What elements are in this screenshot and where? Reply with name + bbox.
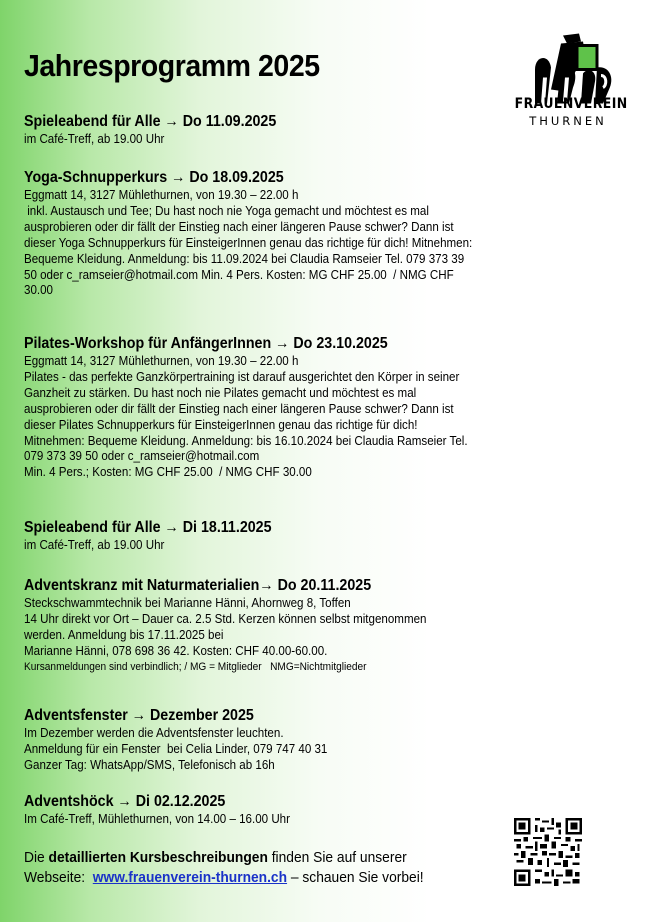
event-pilates bbox=[24, 334, 524, 481]
event-line: Marianne Hänni, 078 698 36 42. Kosten: CHF 40.00-60.00. bbox=[24, 643, 328, 658]
page-title: Jahresprogramm 2025 bbox=[24, 48, 320, 83]
event-line: ausprobieren oder dir fällt der Einstieg nach einer längeren Pause schwer? Dann ist bbox=[24, 401, 454, 416]
event-heading: Adventsfenster → Dezember 2025 bbox=[24, 707, 254, 724]
footer-post: finden Sie auf unserer bbox=[267, 849, 407, 866]
event-line: Ganzheit zu stärken. Du hast noch nie Pilates gemacht und möchtest es mal bbox=[24, 385, 417, 400]
event-line: Mitnehmen: Bequeme Kleidung. Anmeldung: bis 16.10.2024 bei Claudia Ramseier Tel. bbox=[24, 433, 468, 448]
footer-pre: Die bbox=[24, 849, 49, 866]
event-line: Im Dezember werden die Adventsfenster leuchten. bbox=[24, 726, 284, 740]
event-heading: Yoga-Schnupperkurs → Do 18.09.2025 bbox=[24, 169, 284, 186]
event-line: im Café-Treff, ab 19.00 Uhr bbox=[24, 538, 165, 552]
event-adventshoeck bbox=[24, 792, 524, 828]
event-line: werden. Anmeldung bis 17.11.2025 bei bbox=[24, 627, 224, 642]
website-link[interactable]: www.frauenverein-thurnen.ch bbox=[92, 869, 288, 886]
event-line: Ganzer Tag: WhatsApp/SMS, Telefonisch ab 16h bbox=[24, 757, 275, 772]
event-heading: Adventskranz mit Naturmaterialien→ Do 20.11.2025 bbox=[24, 577, 372, 594]
logo-subtitle: THURNEN bbox=[529, 114, 607, 128]
event-heading: Pilates-Workshop für AnfängerInnen → Do 23.10.2025 bbox=[24, 335, 388, 352]
footer-bold: detaillierten Kursbeschreibungen bbox=[48, 849, 268, 866]
event-adventsfenster bbox=[24, 706, 524, 774]
footer-line2-post: – schauen Sie vorbei! bbox=[287, 869, 424, 886]
event-spieleabend-2 bbox=[24, 518, 524, 554]
event-line: ausprobieren oder dir fällt der Einstieg nach einer längeren Pause schwer? Dann ist bbox=[24, 219, 454, 234]
event-line: im Café-Treff, ab 19.00 Uhr bbox=[24, 132, 165, 146]
event-line: Im Café-Treff, Mühlethurnen, von 14.00 – 16.00 Uhr bbox=[24, 812, 290, 826]
event-heading: Adventshöck → Di 02.12.2025 bbox=[24, 793, 226, 810]
event-line: Eggmatt 14, 3127 Mühlethurnen, von 19.30 – 22.00 h bbox=[24, 188, 299, 202]
event-line: Min. 4 Pers.; Kosten: MG CHF 25.00 / NMG CHF 30.00 bbox=[24, 465, 312, 480]
qr-code-icon[interactable] bbox=[514, 818, 582, 886]
event-line: dieser Yoga Schnupperkurs für EinsteigerInnen genau das richtige für dich! Mitnehmen: bbox=[24, 235, 473, 250]
event-line: Anmeldung für ein Fenster bei Celia Linder, 079 747 40 31 bbox=[24, 741, 328, 756]
event-spieleabend-1 bbox=[24, 112, 524, 148]
event-line: Bequeme Kleidung. Anmeldung: bis 11.09.2024 bei Claudia Ramseier Tel. 079 373 39 bbox=[24, 251, 465, 266]
event-line: 14 Uhr direkt vor Ort – Dauer ca. 2.5 Std. Kerzen können selbst mitgenommen bbox=[24, 611, 427, 626]
logo-name: FRAUENVEREIN bbox=[514, 96, 628, 112]
event-line: Eggmatt 14, 3127 Mühlethurnen, von 19.30 – 22.00 h bbox=[24, 354, 299, 368]
footer-text bbox=[24, 848, 424, 888]
event-adventskranz bbox=[24, 576, 524, 676]
event-line: inkl. Austausch und Tee; Du hast noch nie Yoga gemacht und möchtest es mal bbox=[24, 203, 429, 218]
event-line: 50 oder c_ramseier@hotmail.com Min. 4 Pers. Kosten: MG CHF 25.00 / NMG CHF bbox=[24, 267, 454, 282]
event-yoga bbox=[24, 168, 524, 299]
event-line: dieser Pilates Schnupperkurs für EinsteigerInnen genau das richtige für dich! bbox=[24, 417, 418, 432]
event-line: Pilates - das perfekte Ganzkörpertraining ist darauf ausgerichtet den Körper in seiner bbox=[24, 369, 460, 384]
event-note: Kursanmeldungen sind verbindlich; / MG = Mitglieder NMG=Nichtmitglieder bbox=[24, 660, 367, 673]
event-heading: Spieleabend für Alle → Di 18.11.2025 bbox=[24, 519, 272, 536]
event-heading: Spieleabend für Alle → Do 11.09.2025 bbox=[24, 113, 277, 130]
event-line: Steckschwammtechnik bei Marianne Hänni, Ahornweg 8, Toffen bbox=[24, 596, 351, 610]
event-line: 079 373 39 50 oder c_ramseier@hotmail.com bbox=[24, 449, 260, 464]
event-line: 30.00 bbox=[24, 283, 53, 298]
footer-line2-pre: Webseite: bbox=[24, 869, 93, 886]
